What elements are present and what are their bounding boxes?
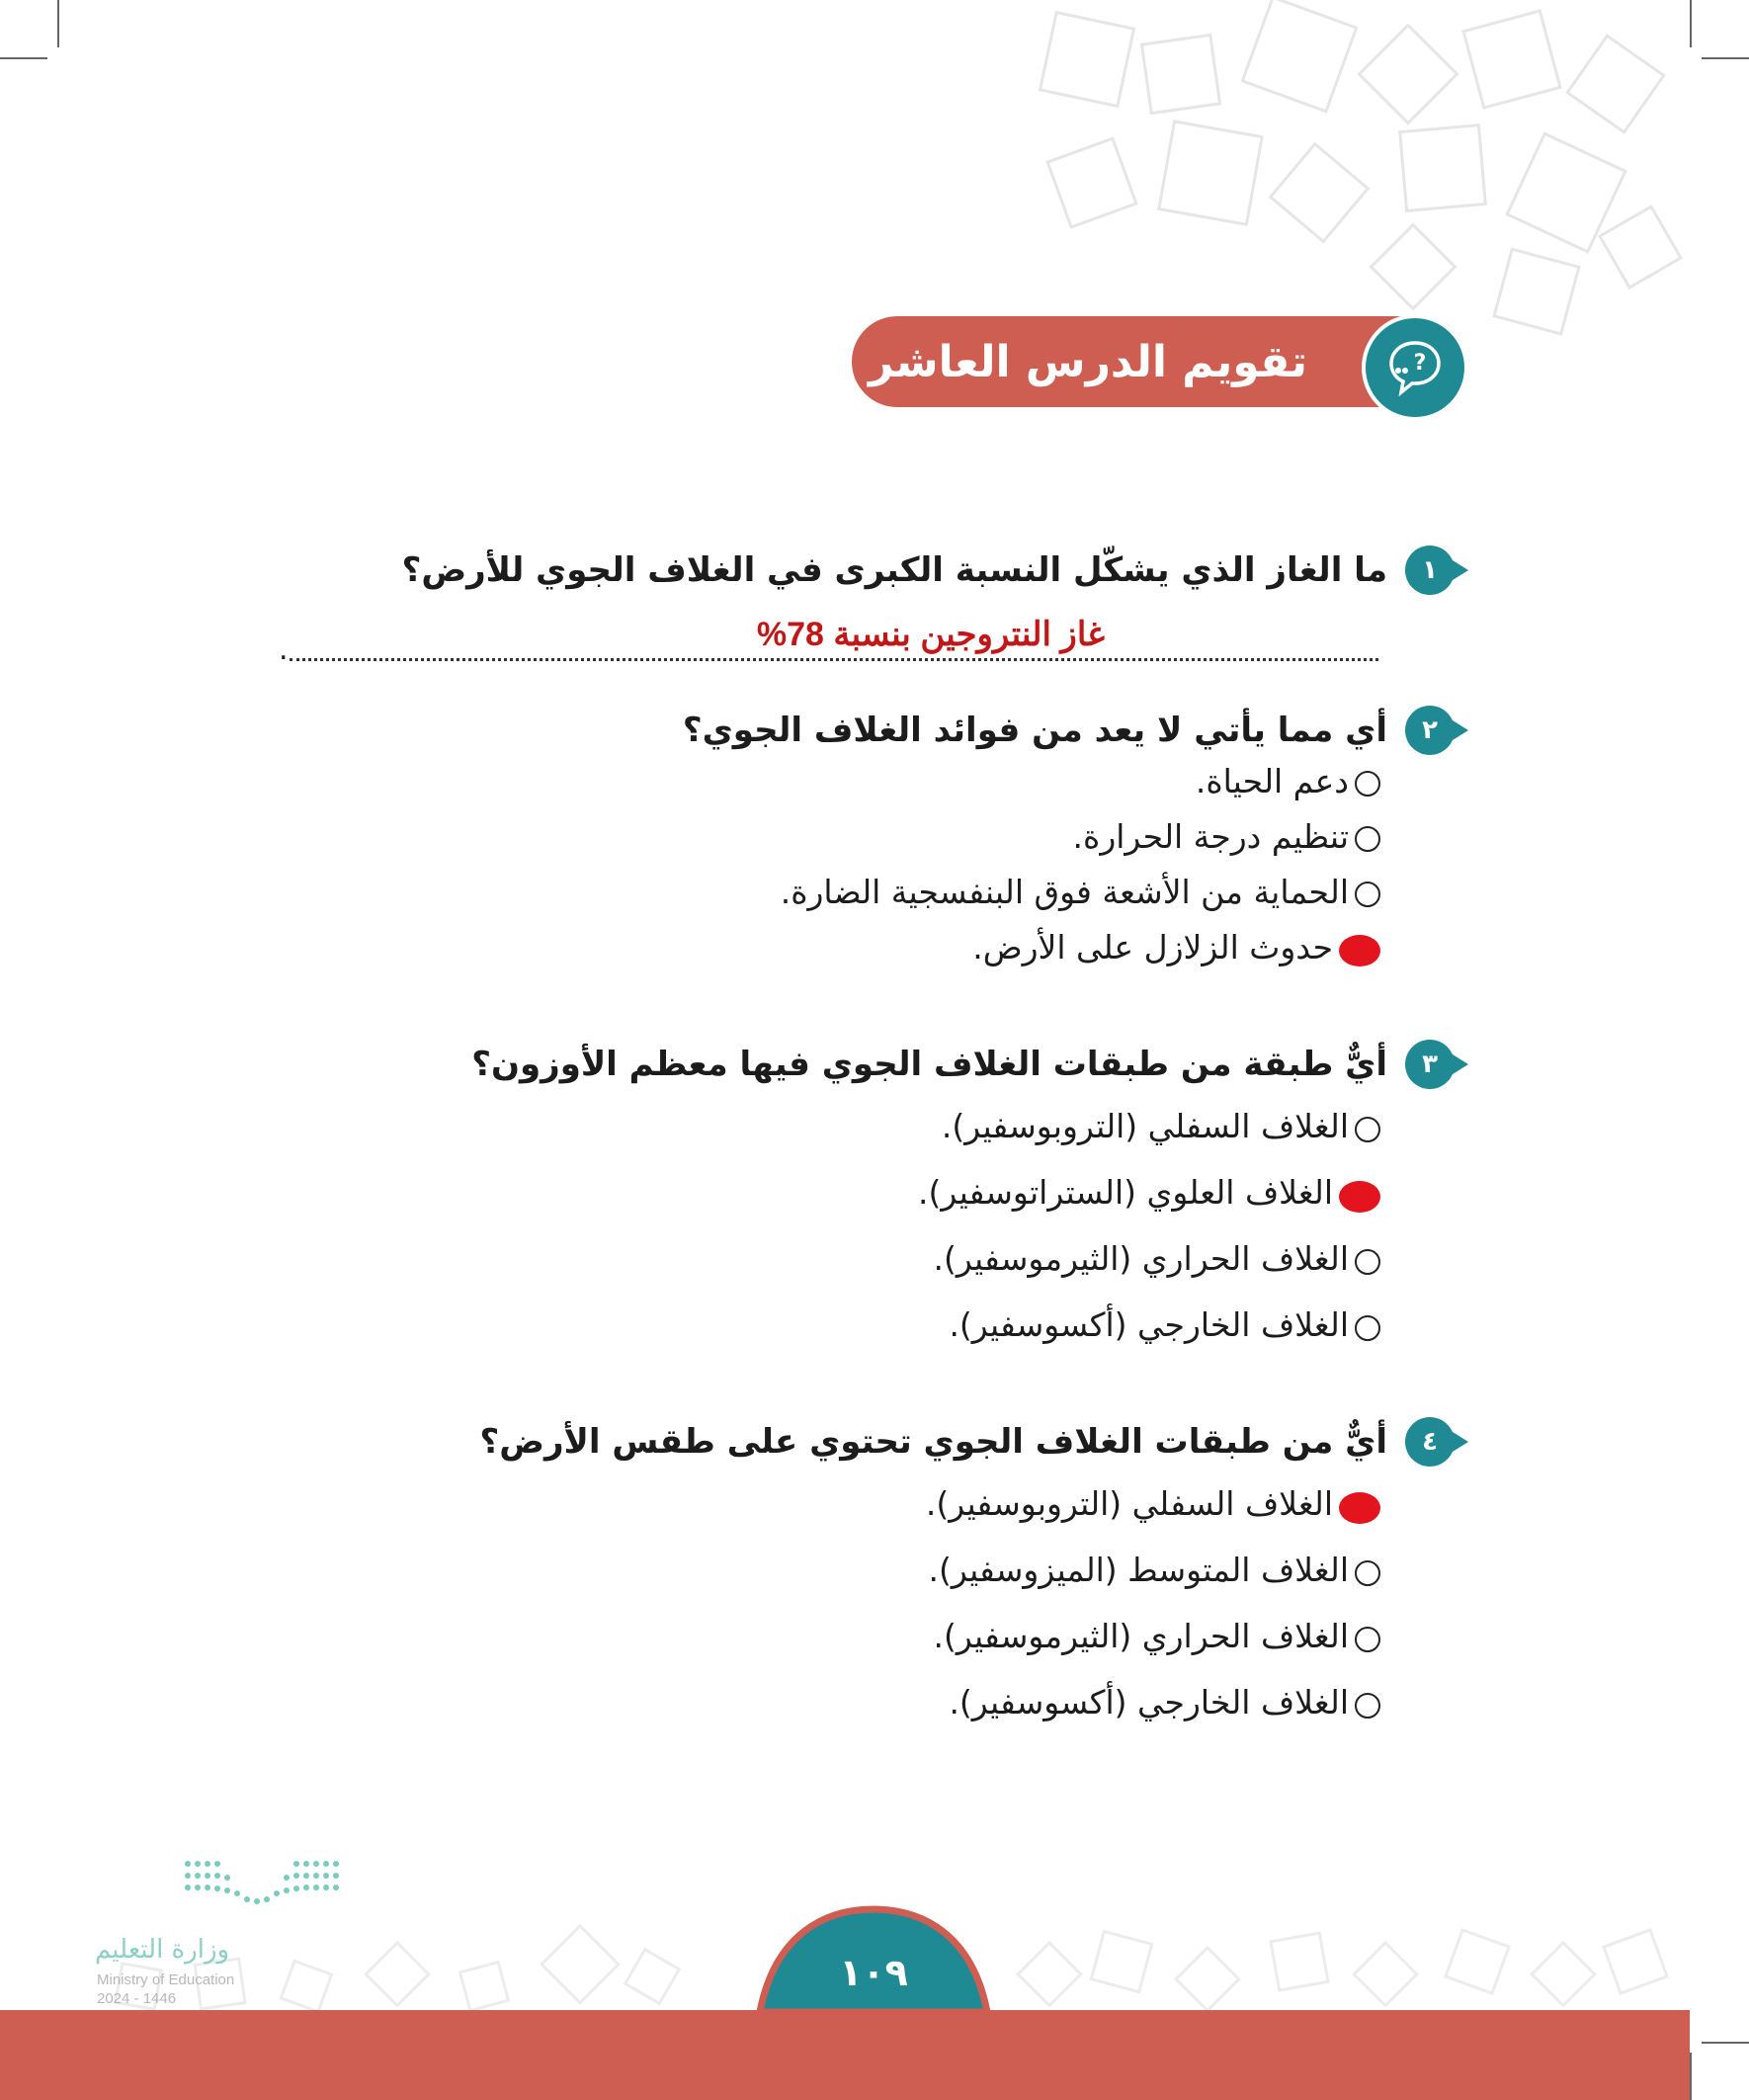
option-label: الحماية من الأشعة فوق البنفسجية الضارة. <box>780 872 1349 911</box>
option[interactable] <box>683 919 1380 974</box>
option-label: حدوث الزلازل على الأرض. <box>972 927 1333 966</box>
radio-button[interactable] <box>1355 826 1380 852</box>
option[interactable] <box>471 1093 1380 1159</box>
question-2 <box>683 706 1455 974</box>
radio-button-selected[interactable] <box>1339 1181 1380 1213</box>
question-4 <box>480 1417 1455 1735</box>
option[interactable] <box>471 1159 1380 1225</box>
lesson-review-title: تقويم الدرس العاشر <box>868 336 1308 387</box>
option-label: الغلاف المتوسط (الميزوسفير). <box>928 1551 1349 1589</box>
page-number: ١٠٩ <box>839 1951 908 1994</box>
radio-button-selected[interactable] <box>1339 935 1380 966</box>
option[interactable] <box>683 753 1380 808</box>
radio-button[interactable] <box>1355 1693 1380 1719</box>
ministry-name-en: Ministry of Education <box>97 1972 235 1988</box>
question-text: أيٌّ من طبقات الغلاف الجوي تحتوي على طقس الأرض؟ <box>479 1422 1387 1462</box>
option[interactable] <box>471 1292 1380 1358</box>
option[interactable] <box>480 1603 1380 1669</box>
radio-button[interactable] <box>1355 1117 1380 1142</box>
question-text: أيٌّ طبقة من طبقات الغلاف الجوي فيها معظم الأوزون؟ <box>471 1045 1387 1084</box>
question-bubble-icon <box>1362 314 1468 421</box>
option[interactable] <box>480 1537 1380 1603</box>
question-number: ٢ <box>1405 706 1455 755</box>
question-3 <box>471 1040 1455 1358</box>
radio-button[interactable] <box>1355 771 1380 797</box>
option[interactable] <box>471 1225 1380 1292</box>
question-number: ٤ <box>1405 1417 1455 1467</box>
option-label: الغلاف الحراري (الثيرموسفير). <box>933 1617 1349 1655</box>
radio-button[interactable] <box>1355 1249 1380 1275</box>
option[interactable] <box>480 1470 1380 1537</box>
option-label: الغلاف العلوي (الستراتوسفير). <box>918 1173 1333 1212</box>
option-label: الغلاف السفلي (التروبوسفير). <box>925 1484 1333 1523</box>
question-1 <box>402 546 1455 595</box>
option[interactable] <box>683 864 1380 919</box>
option[interactable] <box>480 1669 1380 1735</box>
ministry-name-ar: وزارة التعليم <box>95 1935 230 1965</box>
edition-year: 2024 - 1446 <box>97 1990 177 2007</box>
answer-line-end: . <box>279 632 289 667</box>
svg-text:?: ? <box>1413 351 1427 376</box>
options-list <box>471 1093 1380 1358</box>
options-list <box>683 753 1380 974</box>
radio-button[interactable] <box>1355 882 1380 907</box>
question-number: ٣ <box>1405 1040 1455 1089</box>
radio-button[interactable] <box>1355 1315 1380 1341</box>
radio-button[interactable] <box>1355 1627 1380 1652</box>
answer-line <box>290 656 1378 661</box>
option-label: الغلاف الحراري (الثيرموسفير). <box>933 1239 1349 1278</box>
option-label: الغلاف السفلي (التروبوسفير). <box>941 1107 1349 1145</box>
option-label: الغلاف الخارجي (أكسوسفير). <box>949 1683 1349 1722</box>
question-number: ١ <box>1405 546 1455 595</box>
option[interactable] <box>683 808 1380 864</box>
options-list <box>480 1470 1380 1735</box>
question-text: ما الغاز الذي يشكّل النسبة الكبرى في الغلاف الجوي للأرض؟ <box>401 550 1387 590</box>
option-label: تنظيم درجة الحرارة. <box>1072 816 1349 856</box>
radio-button[interactable] <box>1355 1560 1380 1586</box>
handwritten-answer[interactable]: غاز النتروجين بنسبة 78% <box>756 616 1105 653</box>
radio-button-selected[interactable] <box>1339 1492 1380 1524</box>
ministry-logo-dots <box>178 1856 356 1915</box>
question-text: أي مما يأتي لا يعد من فوائد الغلاف الجوي؟ <box>682 711 1387 750</box>
option-label: دعم الحياة. <box>1195 761 1349 800</box>
option-label: الغلاف الخارجي (أكسوسفير). <box>949 1305 1349 1344</box>
